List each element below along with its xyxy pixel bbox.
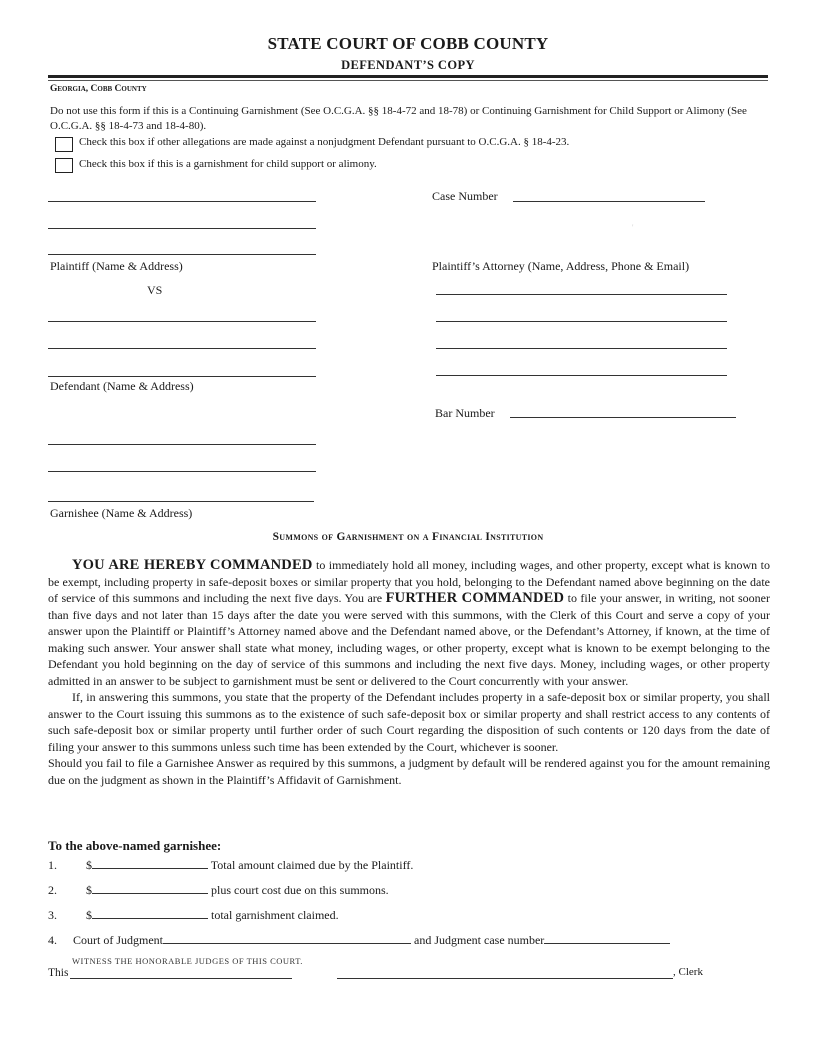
clerk-signature-field[interactable]: [337, 978, 673, 979]
continuing-garnishment-warning: Do not use this form if this is a Continuing Garnishment (See O.C.G.A. §§ 18-4-72 and 18-78) or Continuing Garnishment for Child Support or Alimony (See O.C.G.A. §§ 18-4-73 and 18-4-80).: [50, 105, 747, 132]
clerk-label: , Clerk: [673, 966, 703, 978]
total-claimed-field[interactable]: [92, 856, 208, 869]
attorney-line-3[interactable]: [436, 348, 727, 349]
bar-number-label: Bar Number: [435, 406, 495, 420]
garnishee-line-2[interactable]: [48, 471, 316, 472]
attorney-label: Plaintiff’s Attorney (Name, Address, Phone & Email): [432, 259, 690, 273]
garnishee-line-1[interactable]: [48, 444, 316, 445]
scan-speck: ': [632, 223, 634, 232]
header-rule-thin: [48, 80, 768, 81]
summons-body: [48, 557, 770, 788]
garnishee-heading: To the above-named garnishee:: [48, 838, 222, 853]
defendant-label: Defendant (Name & Address): [50, 379, 194, 393]
garnishee-line-3[interactable]: [48, 501, 314, 502]
this-label: This: [48, 967, 69, 979]
summons-paragraph-2: If, in answering this summons, you state that the property of the Defendant includes property in a safe-deposit box or similar property, you shall answer to the Court issuing this summons as to the existence of such safe-deposit box or similar property and shall restrict access to any contents of such safe-deposit box or similar property until further order of such Court regarding the disposition of such contents or 120 days from the date of filing your answer to this summons unless such time has been extended by the Court, whichever is sooner.: [48, 690, 770, 754]
attorney-line-1[interactable]: [436, 294, 727, 295]
defendant-line-1[interactable]: [48, 321, 316, 322]
header-rule-thick: [48, 75, 768, 78]
summons-paragraph-1: YOU ARE HEREBY COMMANDED to immediately hold all money, including wages, and other property, except what is known to be exempt, including property in safe-deposit boxes or similar property that you hold, belonging to the Defendant named above beginning on the date of service of this summons and including the next five days. You are FURTHER COMMANDED to file your answer, in writing, not sooner than five days and not later than 15 days after the date you were served with this summons, with the Clerk of this Court and serve a copy of your answer upon the Plaintiff or Plaintiff’s Attorney named above and the Defendant named above, or the Defendant’s Attorney, if known, at the time of making such answer. Your answer shall state what money, including wages, or other property, except what is known to be exempt belonging to the Defendant you hold beginning on the day of service of this summons and including the next five days. Money, including wages, or other property admitted in an answer to be subject to garnishment must be sent or delivered to the Court concurrently with your answer.: [48, 557, 771, 688]
total-garnishment-field[interactable]: [92, 906, 208, 919]
nonjudgment-defendant-checkbox[interactable]: [55, 137, 73, 152]
judgment-case-number-field[interactable]: [544, 931, 670, 944]
commanded-lead: YOU ARE HEREBY COMMANDED: [72, 557, 313, 573]
court-title: STATE COURT OF COBB COUNTY: [267, 34, 549, 53]
item-total-claimed: 1. $ Total amount claimed due by the Plaintiff.: [48, 858, 414, 872]
witness-statement: WITNESS THE HONORABLE JUDGES OF THIS COURT.: [72, 956, 303, 966]
nonjudgment-defendant-checkbox-label: Check this box if other allegations are made against a nonjudgment Defendant pursuant to O.C.G.A. § 18-4-23.: [79, 136, 570, 148]
plaintiff-line-1[interactable]: [48, 201, 316, 202]
case-number-field[interactable]: [513, 201, 705, 202]
summons-paragraph-3: Should you fail to file a Garnishee Answer as required by this summons, a judgment by default will be rendered against you for the amount remaining due on the judgment as shown in the Plaintiff’s Affidavit of Garnishment.: [48, 756, 770, 787]
versus-label: VS: [147, 283, 163, 297]
court-of-judgment-field[interactable]: [163, 931, 411, 944]
bar-number-field[interactable]: [510, 417, 736, 418]
attorney-line-4[interactable]: [436, 375, 727, 376]
item-court-of-judgment: 4. Court of Judgment and Judgment case number: [48, 931, 670, 948]
item-court-cost: 2. $ plus court cost due on this summons.: [48, 883, 389, 897]
defendant-line-2[interactable]: [48, 348, 316, 349]
plaintiff-line-2[interactable]: [48, 228, 316, 229]
defendant-line-3[interactable]: [48, 376, 316, 377]
plaintiff-label: Plaintiff (Name & Address): [50, 259, 183, 273]
summons-title: Summons of Garnishment on a Financial Institution: [272, 531, 544, 543]
copy-label: DEFENDANT’S COPY: [341, 58, 475, 72]
item-total-garnishment: 3. $ total garnishment claimed.: [48, 908, 339, 922]
date-field[interactable]: [70, 978, 292, 979]
attorney-line-2[interactable]: [436, 321, 727, 322]
plaintiff-line-3[interactable]: [48, 254, 316, 255]
garnishee-label: Garnishee (Name & Address): [50, 506, 193, 520]
further-commanded-lead: FURTHER COMMANDED: [385, 590, 565, 606]
case-number-label: Case Number: [432, 189, 498, 203]
court-cost-field[interactable]: [92, 881, 208, 894]
child-support-checkbox-label: Check this box if this is a garnishment for child support or alimony.: [79, 158, 377, 170]
county-label: Georgia, Cobb County: [50, 84, 147, 94]
child-support-checkbox[interactable]: [55, 158, 73, 173]
